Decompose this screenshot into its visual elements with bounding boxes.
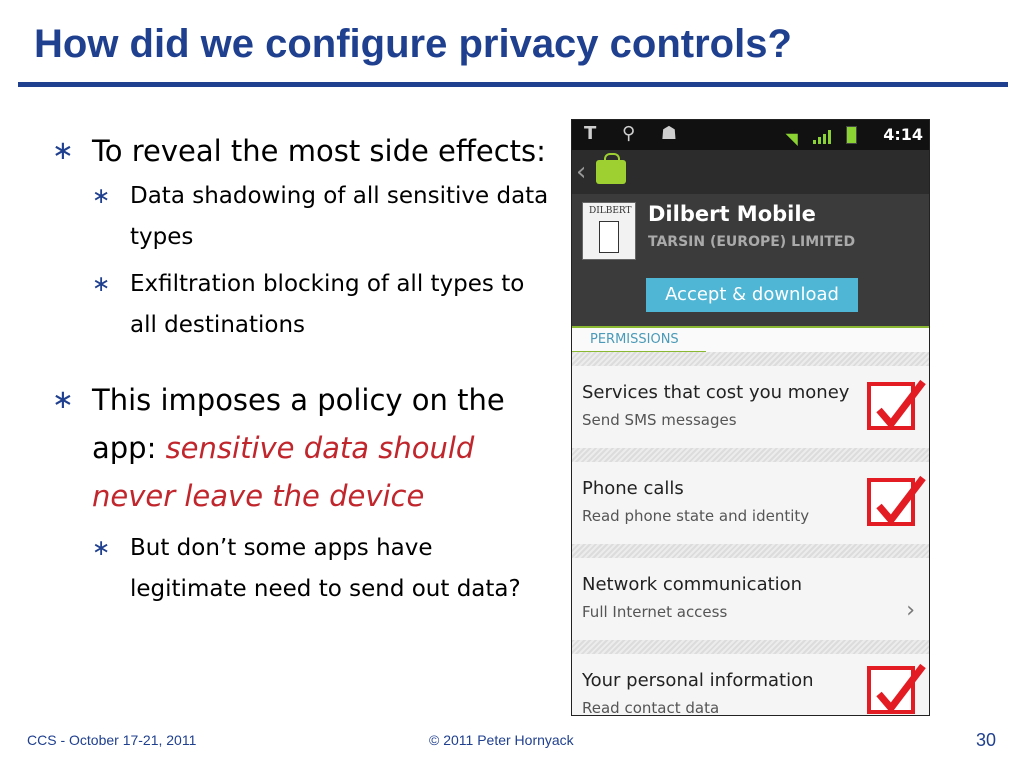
developer-name: TARSIN (EUROPE) LIMITED — [648, 234, 856, 250]
wifi-icon: ◥ — [785, 129, 798, 148]
bullet-item — [52, 128, 552, 174]
permissions-tab-strip — [572, 326, 929, 354]
status-time: 4:14 — [883, 125, 923, 144]
checkmark-box-icon — [867, 666, 915, 714]
list-separator — [572, 640, 929, 654]
footer-conference: CCS - October 17-21, 2011 — [27, 732, 197, 748]
sub-bullet-text: Data shadowing of all sensitive data types — [130, 183, 549, 250]
slide-title: How did we configure privacy controls? — [34, 22, 792, 66]
sub-bullet-text: Exfiltration blocking of all types to all destinations — [130, 271, 525, 338]
permission-subtitle: Full Internet access — [582, 603, 728, 621]
app-icon — [582, 202, 636, 260]
bullet-asterisk-icon: ∗ — [92, 272, 111, 297]
permission-subtitle: Read contact data — [582, 699, 720, 716]
permission-title: Phone calls — [582, 478, 684, 499]
sub-bullet-text: But don’t some apps have legitimate need to send out data? — [130, 535, 521, 602]
bullet-asterisk-icon: ∗ — [52, 385, 74, 415]
bullet-asterisk-icon: ∗ — [92, 184, 111, 209]
permission-subtitle: Send SMS messages — [582, 411, 737, 429]
permission-item-network[interactable] — [572, 558, 929, 641]
permission-title: Services that cost you money — [582, 382, 850, 403]
bullet-item — [52, 376, 552, 520]
status-notification-icons: T ⚲ ☗ — [584, 123, 688, 144]
list-separator — [572, 448, 929, 462]
signal-icon — [813, 130, 831, 144]
footer-copyright: © 2011 Peter Hornyack — [429, 732, 574, 748]
bullet-text: This imposes a policy on the app: — [92, 383, 505, 465]
market-action-bar — [572, 150, 929, 194]
checkmark-box-icon — [867, 382, 915, 430]
permission-title: Your personal information — [582, 670, 814, 691]
list-separator — [572, 352, 929, 366]
tab-permissions[interactable]: PERMISSIONS — [590, 332, 679, 347]
app-header — [572, 194, 929, 268]
chevron-right-icon: › — [906, 598, 915, 623]
checkmark-box-icon — [867, 478, 915, 526]
status-bar — [572, 120, 929, 150]
sub-bullet-item — [52, 176, 552, 258]
app-name: Dilbert Mobile — [648, 202, 816, 226]
status-right-icons — [786, 126, 858, 148]
bullet-asterisk-icon: ∗ — [52, 136, 74, 166]
page-number: 30 — [975, 730, 996, 750]
app-icon-label: DILBERT — [589, 206, 632, 216]
list-separator — [572, 544, 929, 558]
bullet-text: To reveal the most side effects: — [92, 134, 546, 168]
dilbert-figure-icon — [599, 221, 619, 253]
bullet-asterisk-icon: ∗ — [92, 536, 111, 561]
bullet-list — [52, 128, 552, 610]
title-underline — [18, 82, 1008, 87]
permission-subtitle: Read phone state and identity — [582, 507, 810, 525]
back-chevron-icon[interactable]: ‹ — [576, 157, 587, 187]
sub-bullet-item — [52, 528, 552, 610]
permission-title: Network communication — [582, 574, 803, 595]
battery-icon — [846, 126, 857, 144]
market-bag-icon[interactable] — [596, 160, 626, 184]
bullet-emphasis-text: sensitive data should never leave the device — [92, 431, 475, 513]
sub-bullet-item — [52, 264, 552, 346]
accept-area — [572, 268, 929, 326]
accept-download-button[interactable]: Accept & download — [646, 278, 858, 312]
